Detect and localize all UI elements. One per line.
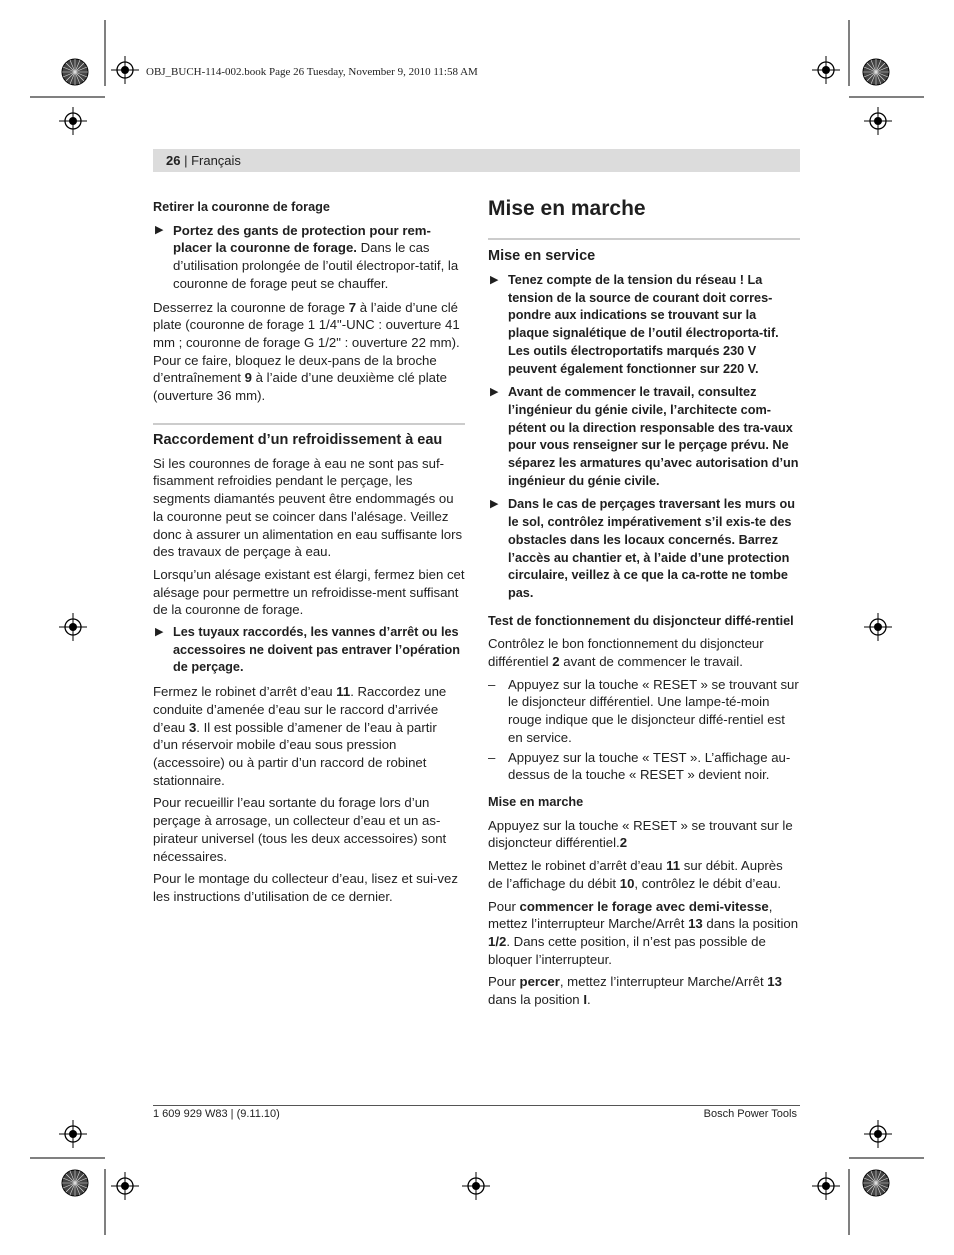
heading-start: Mise en marche <box>488 794 584 809</box>
warning-gloves-text: Dans le cas d’utilisation prolongée de l’outil électropor-tatif, la couronne de forage peut se chauffer. <box>173 240 459 291</box>
list-item-reset: – Appuyez sur la touche « RESET » se trouvant sur le disjoncteur différentiel. Une lampe-té-moin rouge indique que le disjoncteur diffé-rentiel est en service. <box>488 676 799 745</box>
paragraph-water-5: Pour le montage du collecteur d’eau, lisez et sui-vez les instructions d’utilisation de ce dernier. <box>153 871 458 904</box>
paragraph-loosen: Desserrez la couronne de forage 7 à l’aide d’une clé plate (couronne de forage 1 1/4"-UNC : ouverture 41 mm ; couronne de forage G 1/2" : ouverture 22 mm). Pour ce faire, bloquez le deux-pans de la broche d’entraînement 9 à l’aide d’une deuxième clé plate (ouverture 36 mm). <box>153 299 460 404</box>
warning-voltage: ▶ Tenez compte de la tension du réseau ! La tension de la source de courant doit corres-pondre aux indications se trouvant sur la plaque signalétique de l’outil électroporta-tif. Les outils électroportatifs marqués 230 V peuvent également fonctionner sur 220 V. <box>490 273 779 376</box>
print-info-line: OBJ_BUCH-114-002.book Page 26 Tuesday, November 9, 2010 11:58 AM <box>146 66 478 78</box>
paragraph-water-2: Lorsqu’un alésage existant est élargi, fermez bien cet alésage pour permettre un refroidisse-ment suffisant de la couronne de forage. <box>153 566 465 618</box>
header-separator: | <box>180 153 192 168</box>
heading-test-breaker: Test de fonctionnement du disjoncteur diffé-rentiel <box>488 613 794 628</box>
paragraph-water-1: Si les couronnes de forage à eau ne sont pas suf-fisamment refroidies pendant le perçage, les segments diamantés peuvent être endommagés ou la couronne peut se coincer dans l’alésage. Veillez donc à assurer un alimentation en eau suffisante lors des travaux de perçage à eau. <box>153 455 463 560</box>
triangle-bullet-icon: ▶ <box>155 626 164 639</box>
triangle-bullet-icon: ▶ <box>490 498 499 511</box>
paragraph-start-3: Pour commencer le forage avec demi-vitesse, mettez l’interrupteur Marche/Arrêt 13 dans la position 1/2. Dans cette position, il n’est pas possible de bloquer l’interrupteur. <box>488 898 799 967</box>
footer-rule <box>153 1105 800 1106</box>
heading-water-cooling: Raccordement d’un refroidissement à eau <box>153 423 465 450</box>
triangle-bullet-icon: ▶ <box>155 223 164 236</box>
paragraph-start-4: Pour percer, mettez l’interrupteur Marche/Arrêt 13 dans la position I. <box>488 974 782 1008</box>
heading-mise-en-service: Mise en service <box>488 248 596 264</box>
triangle-bullet-icon: ▶ <box>490 386 499 399</box>
warning-engineer: ▶ Avant de commencer le travail, consultez l’ingénieur du génie civile, l’architecte com-pétent ou la direction responsable des tra-vaux pour vous renseigner sur le perçage prévu. Ne séparez les armatures qu’avec autorisation d’un ingénieur du génie civile. <box>490 385 799 488</box>
heading-mise-en-marche: Mise en marche <box>488 197 646 220</box>
list-item-test: – Appuyez sur la touche « TEST ». L’affichage au-dessus de la touche « RESET » devient noir. <box>488 749 791 783</box>
warning-gloves-bold: Portez des gants de protection pour rem-placer la couronne de forage. <box>173 222 431 256</box>
warning-gloves <box>153 222 465 293</box>
right-column <box>488 195 800 1014</box>
paragraph-water-4: Pour recueillir l’eau sortante du forage lors d’un perçage à arrosage, un collecteur d’eau et un as-pirateur universel (tous les deux accessoires) sont nécessaires. <box>153 795 447 864</box>
page-header <box>153 149 800 172</box>
warning-obstacles: ▶ Dans le cas de perçages traversant les murs ou le sol, contrôlez impérativement s’il exis-te des obstacles dans les locaux concernés. Barrez l’accès au chantier et, à l’aide d’une protection circulaire, veillez à ce que la ca-rotte ne tombe pas. <box>490 497 796 600</box>
heading-remove-crown: Retirer la couronne de forage <box>153 200 330 214</box>
triangle-bullet-icon: ▶ <box>490 274 499 286</box>
left-column <box>153 199 465 911</box>
section-rule <box>488 238 800 240</box>
paragraph-water-3: Fermez le robinet d’arrêt d’eau 11. Raccordez une conduite d’amenée d’eau sur le raccord d’arrivée d’eau 3. Il est possible d’amener de l’eau à partir d’un réservoir mobile d’eau sous pression (accessoire) ou à partir d’un raccord de robinet stationnaire. <box>153 684 447 788</box>
header-language: Français <box>191 153 241 168</box>
paragraph-test: Contrôlez le bon fonctionnement du disjoncteur différentiel 2 avant de commencer le travail. <box>488 636 764 670</box>
footer-brand: Bosch Power Tools <box>703 1108 797 1120</box>
paragraph-start-2: Mettez le robinet d’arrêt d’eau 11 sur débit. Auprès de l’affichage du débit 10, contrôlez le débit d’eau. <box>488 858 783 891</box>
footer-doc-number: 1 609 929 W83 | (9.11.10) <box>153 1108 280 1120</box>
warning-hoses: ▶ Les tuyaux raccordés, les vannes d’arrêt ou les accessoires ne doivent pas entraver l’opération de perçage. <box>155 625 460 675</box>
paragraph-start-1: Appuyez sur la touche « RESET » se trouvant sur le disjoncteur différentiel.2 <box>488 817 793 851</box>
page-number: 26 <box>166 153 181 168</box>
